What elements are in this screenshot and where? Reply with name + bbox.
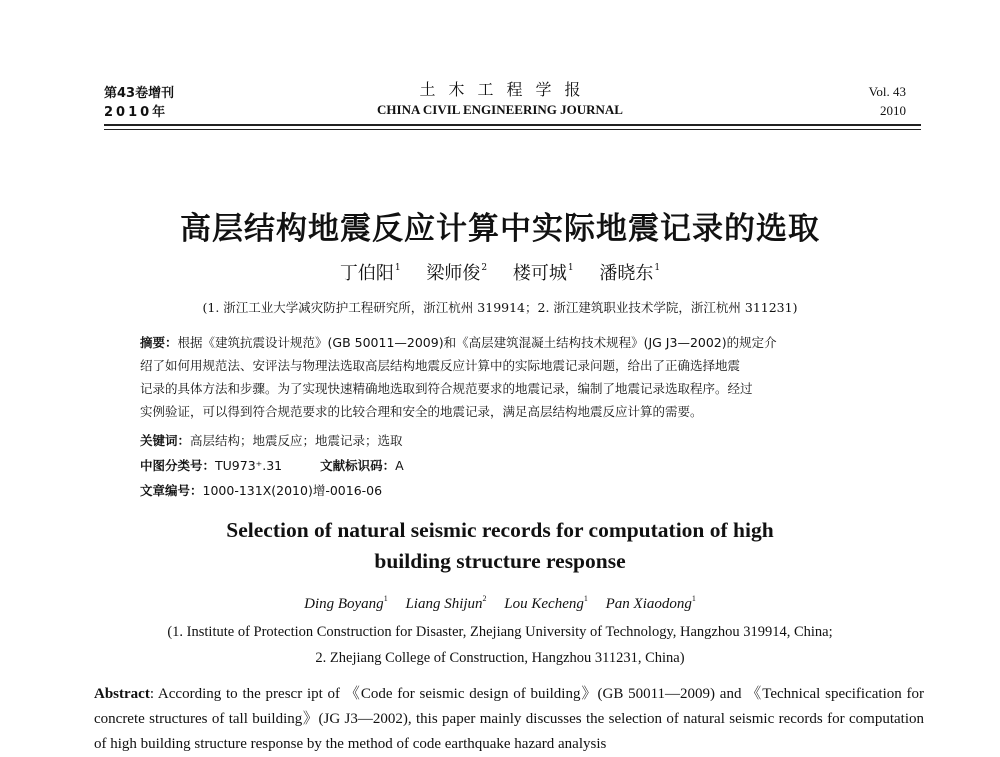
running-header-vol-en	[869, 82, 906, 120]
running-header-journal	[300, 80, 700, 120]
abstract-cn-line: 记录的具体方法和步骤。为了实现快速精确地选取到符合规范要求的地震记录，编制了地震记录选取程序。经过	[140, 381, 753, 396]
doc-code-label: 文献标识码：	[320, 458, 396, 473]
keywords	[140, 431, 880, 449]
author-en: Pan Xiaodong$^1$	[605, 594, 696, 612]
affiliation-cn: (1. 浙江工业大学减灾防护工程研究所，浙江杭州 319914；2. 浙江建筑职业技术学院，浙江杭州 311231)	[202, 300, 798, 315]
journal-name-cn: 土木工程学报	[419, 80, 594, 99]
clc-value: TU973⁺.31	[215, 458, 283, 473]
abstract-en-text: : According to the prescr ipt of 《Code for seismic design of building》(GB 50011—2009) and 《Technical specification for concrete structures of tall building》(JG J3—2002), this paper mainly discusses the selection of natural seismic records for computation of high building structure response by the method of code earthquake hazard analysis	[94, 686, 924, 752]
abstract-cn-line: 摘要：根据《建筑抗震设计规范》(GB 50011—2009)和《高层建筑混凝土结构技术规程》(JG J3—2002)的规定介	[140, 335, 777, 350]
abstract-cn-line: 绍了如何用规范法、安评法与物理法选取高层结构地震反应计算中的实际地震记录问题，给出了正确选择地震	[140, 358, 741, 373]
article-number-value: 1000-131X(2010)增-0016-06	[202, 483, 383, 498]
header-rule-thick	[104, 124, 921, 126]
classification-line	[140, 456, 880, 474]
year-en: 2010	[880, 103, 906, 118]
paper-title-en	[0, 515, 1000, 577]
keywords-label: 关键词：	[140, 433, 191, 448]
abstract-cn-line: 实例验证，可以得到符合规范要求的比较合理和安全的地震记录，满足高层结构地震反应计算的需要。	[140, 404, 703, 419]
paper-title-cn: 高层结构地震反应计算中实际地震记录的选取	[180, 211, 820, 247]
running-header-volume	[104, 84, 174, 122]
abstract-cn-label: 摘要：	[140, 335, 178, 350]
doc-code-value: A	[395, 458, 404, 473]
author-list-cn	[0, 259, 1000, 285]
article-number	[140, 481, 880, 499]
header-rule-thin	[104, 129, 921, 130]
keywords-value: 高层结构；地震反应；地震记录；选取	[190, 433, 403, 448]
affiliation-en-line: (1. Institute of Protection Construction for Disaster, Zhejiang University of Technology, Hangzhou 319914, China;	[167, 624, 833, 640]
author-cn: 丁伯阳$^1$	[339, 263, 401, 284]
year-cn: 2010年	[104, 105, 169, 120]
title-en-line: building structure response	[374, 549, 626, 573]
article-number-label: 文章编号：	[140, 483, 203, 498]
author-cn: 梁师俊$^2$	[426, 263, 488, 284]
volume-cn: 第43卷增刊	[104, 86, 175, 101]
author-en: Lou Kecheng$^1$	[504, 594, 588, 612]
abstract-en-label: Abstract	[94, 686, 150, 702]
title-en-line: Selection of natural seismic records for computation of high	[226, 518, 774, 542]
author-en: Liang Shijun$^2$	[405, 594, 487, 612]
abstract-cn	[140, 331, 880, 423]
clc-label: 中图分类号：	[140, 458, 216, 473]
author-list-en	[0, 594, 1000, 613]
journal-name-en: CHINA CIVIL ENGINEERING JOURNAL	[377, 102, 623, 117]
volume-en: Vol. 43	[868, 84, 906, 99]
author-en: Ding Boyang$^1$	[304, 594, 388, 612]
author-cn: 潘晓东$^1$	[599, 263, 661, 284]
affiliation-en-line: 2. Zhejiang College of Construction, Hangzhou 311231, China)	[315, 650, 685, 666]
author-cn: 楼可城$^1$	[512, 263, 574, 284]
abstract-en	[94, 682, 924, 757]
